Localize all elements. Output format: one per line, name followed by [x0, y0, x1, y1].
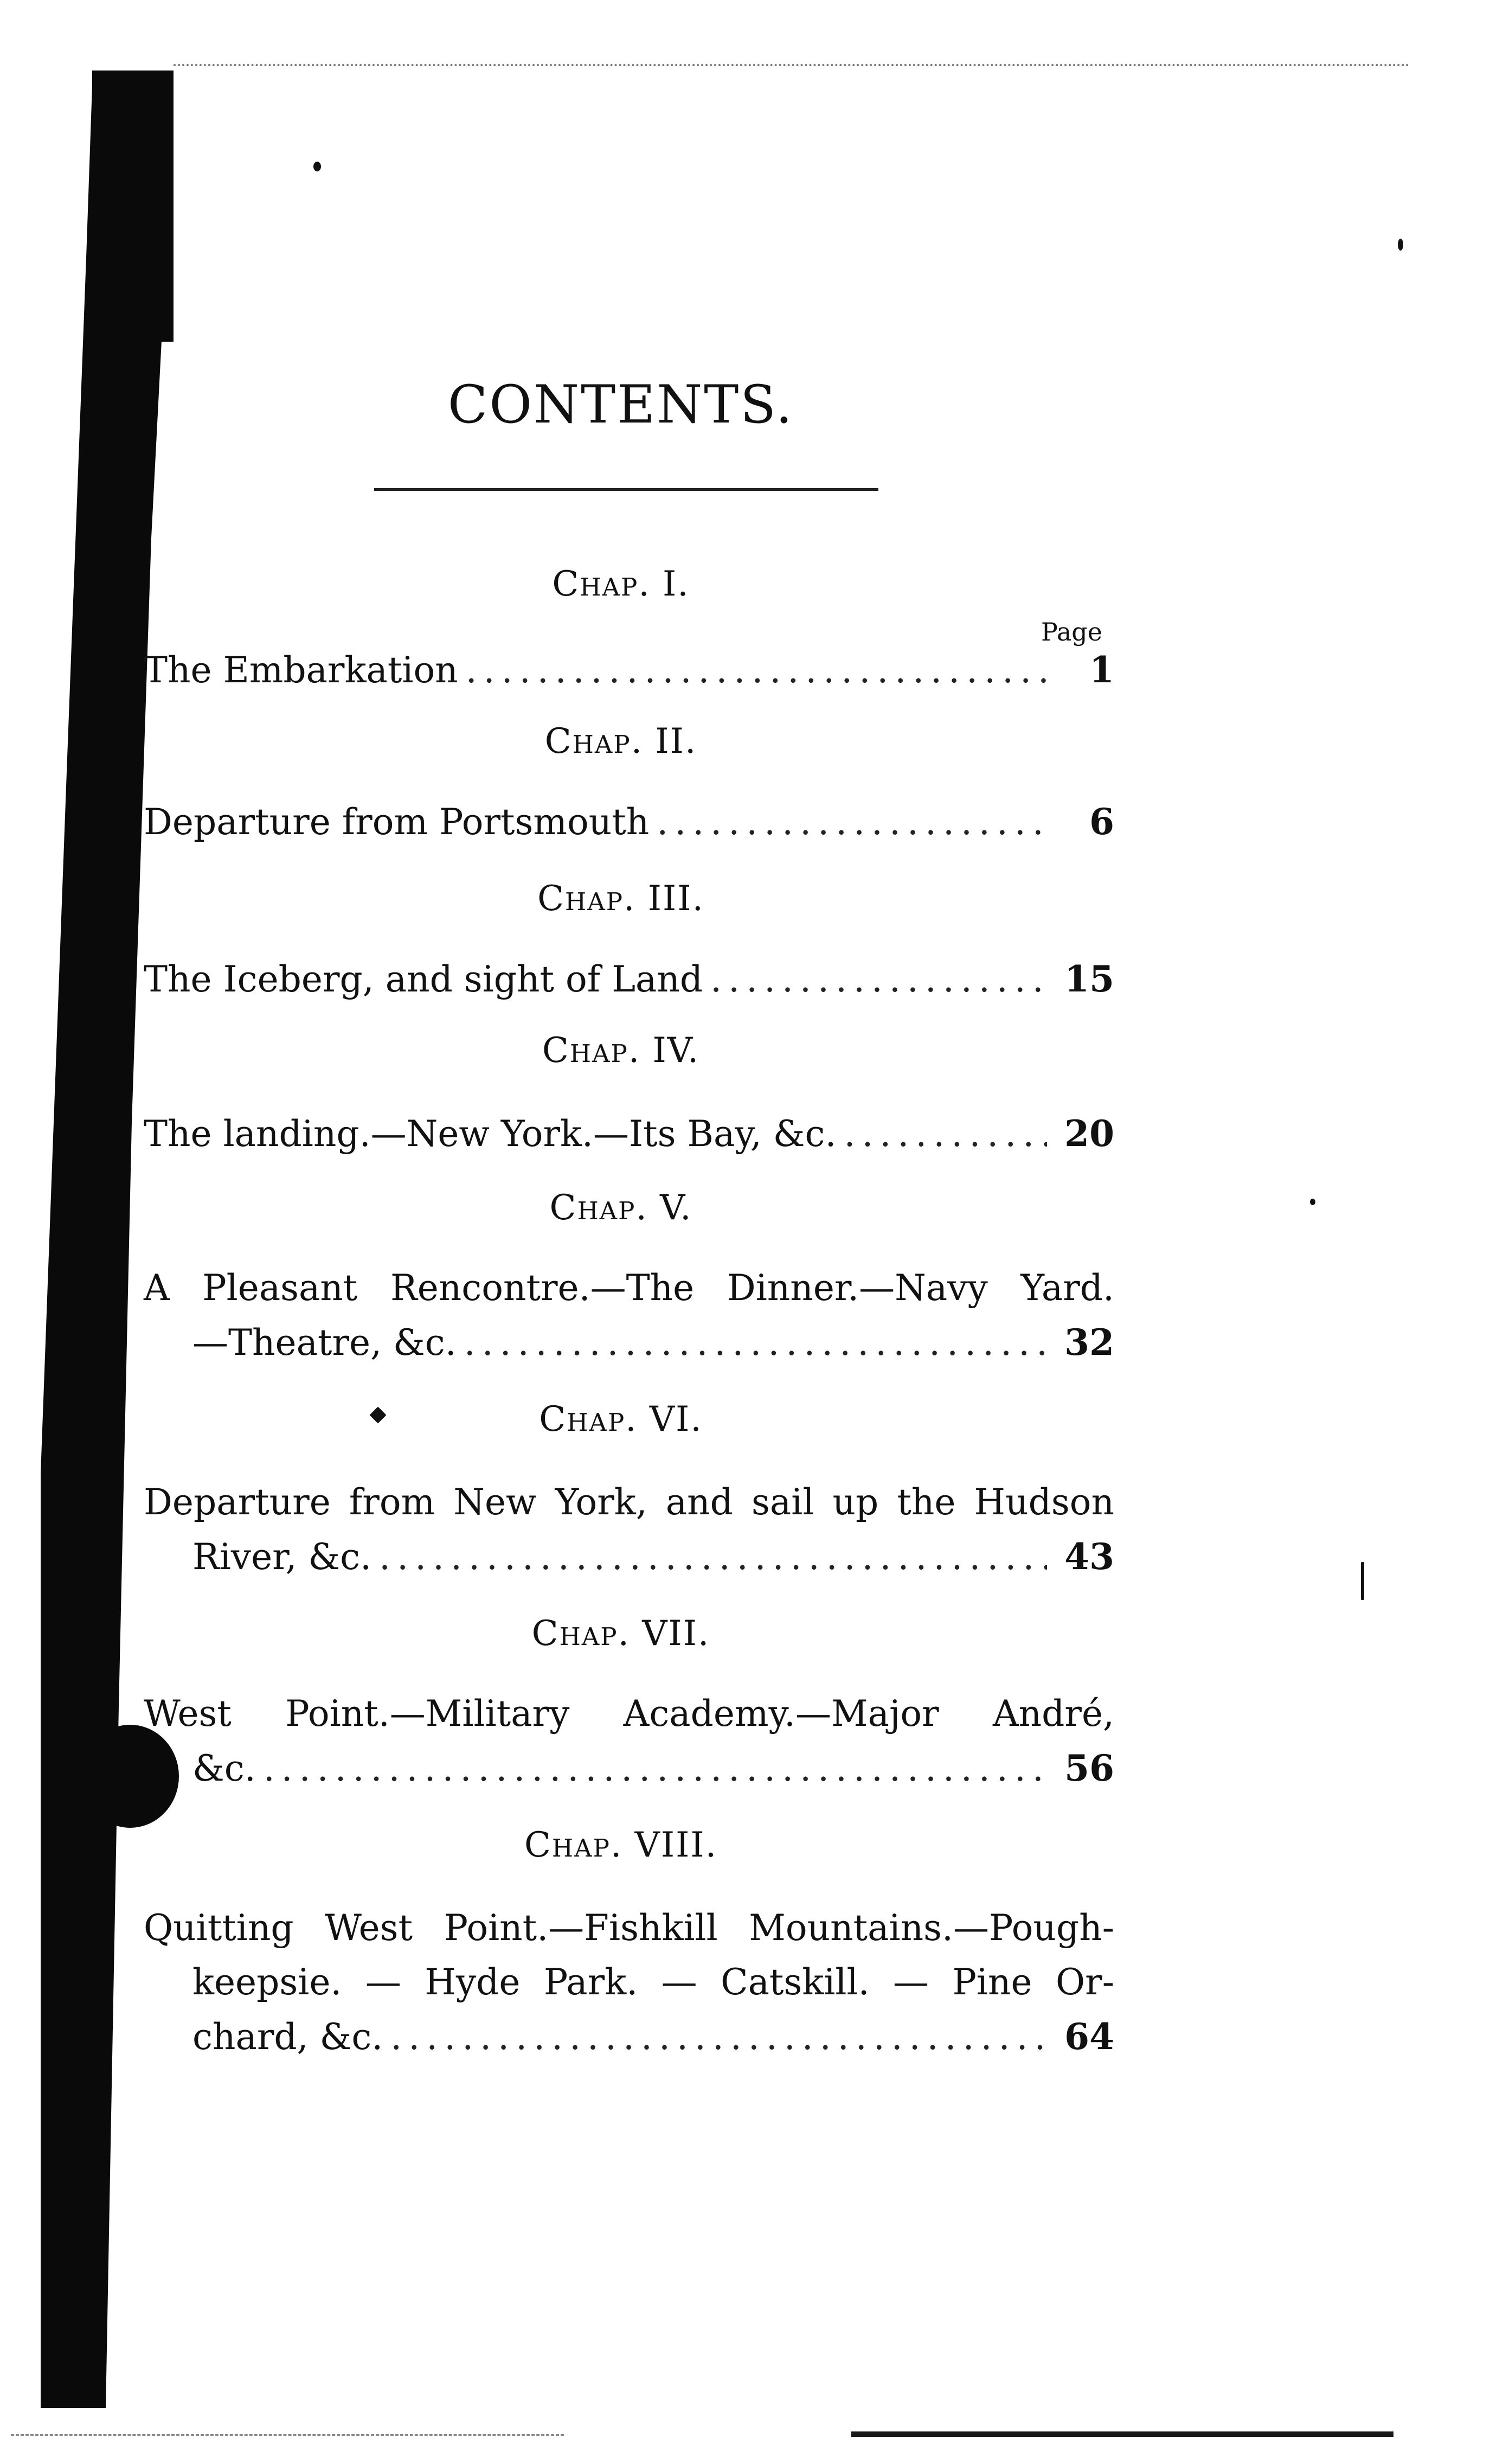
entry-title: chard, &c. — [192, 2016, 383, 2058]
leader-dots — [710, 952, 1047, 1007]
page-column-label: Page — [1041, 617, 1102, 647]
title-rule — [374, 488, 878, 491]
page-number: 32 — [1064, 1321, 1114, 1364]
ink-speck — [1398, 239, 1403, 251]
entry-title: —Theatre, &c. — [192, 1322, 457, 1364]
page-number: 56 — [1064, 1747, 1114, 1789]
toc-entry — [144, 1901, 1114, 2064]
page-number: 43 — [1064, 1535, 1114, 1578]
chapter-heading: Chap. VIII. — [524, 1825, 718, 1865]
chapter-heading: Chap. IV. — [542, 1031, 700, 1071]
chapter-heading: Chap. V. — [549, 1188, 692, 1228]
leader-dots — [657, 795, 1047, 849]
leader-dots — [390, 2010, 1047, 2064]
page-number: 20 — [1064, 1112, 1114, 1155]
top-edge-marks — [174, 64, 1410, 68]
ink-speck — [313, 162, 321, 171]
page-number: 1 — [1089, 649, 1114, 691]
leader-dots — [264, 1742, 1047, 1796]
chapter-heading: Chap. II. — [544, 721, 697, 761]
ink-speck — [1361, 1562, 1364, 1600]
page-number: 6 — [1089, 801, 1114, 843]
entry-title: The Iceberg, and sight of Land — [144, 958, 703, 1000]
ink-speck — [1310, 1199, 1315, 1205]
page-title: CONTENTS. — [447, 374, 794, 435]
entry-title: The Embarkation — [144, 649, 458, 691]
chapter-heading: Chap. VII. — [531, 1614, 710, 1654]
toc-entry — [144, 1261, 1114, 1370]
entry-title: River, &c. — [192, 1536, 372, 1578]
entry-title: Departure from Portsmouth — [144, 801, 650, 843]
entry-title: The landing.—New York.—Its Bay, &c. — [144, 1113, 837, 1155]
entry-line: keepsie. — Hyde Park. — Catskill. — Pine Or- — [192, 1961, 1114, 2003]
toc-entry — [144, 952, 1114, 1007]
entry-title: &c. — [192, 1748, 256, 1789]
leader-dots — [464, 1316, 1047, 1370]
bottom-edge-marks — [11, 2434, 564, 2437]
entry-line: A Pleasant Rencontre.—The Dinner.—Navy Yard. — [144, 1267, 1114, 1309]
leader-dots — [379, 1530, 1047, 1584]
chapter-heading: Chap. III. — [537, 879, 704, 919]
toc-entry — [144, 1475, 1114, 1584]
chapter-heading: Chap. VI. — [539, 1399, 703, 1439]
page-number: 64 — [1064, 2015, 1114, 2058]
toc-entry — [144, 795, 1114, 849]
toc-entry — [144, 643, 1114, 697]
page-number: 15 — [1064, 958, 1114, 1000]
bottom-edge-bar — [851, 2431, 1393, 2437]
leader-dots — [844, 1107, 1047, 1161]
entry-line: Departure from New York, and sail up the Hudson — [144, 1481, 1114, 1523]
entry-line: Quitting West Point.—Fishkill Mountains.—Pough- — [144, 1907, 1114, 1949]
toc-entry — [144, 1106, 1114, 1161]
entry-line: West Point.—Military Academy.—Major André, — [144, 1693, 1114, 1735]
toc-entry — [144, 1687, 1114, 1796]
leader-dots — [466, 643, 1047, 697]
chapter-heading: Chap. I. — [552, 564, 690, 604]
